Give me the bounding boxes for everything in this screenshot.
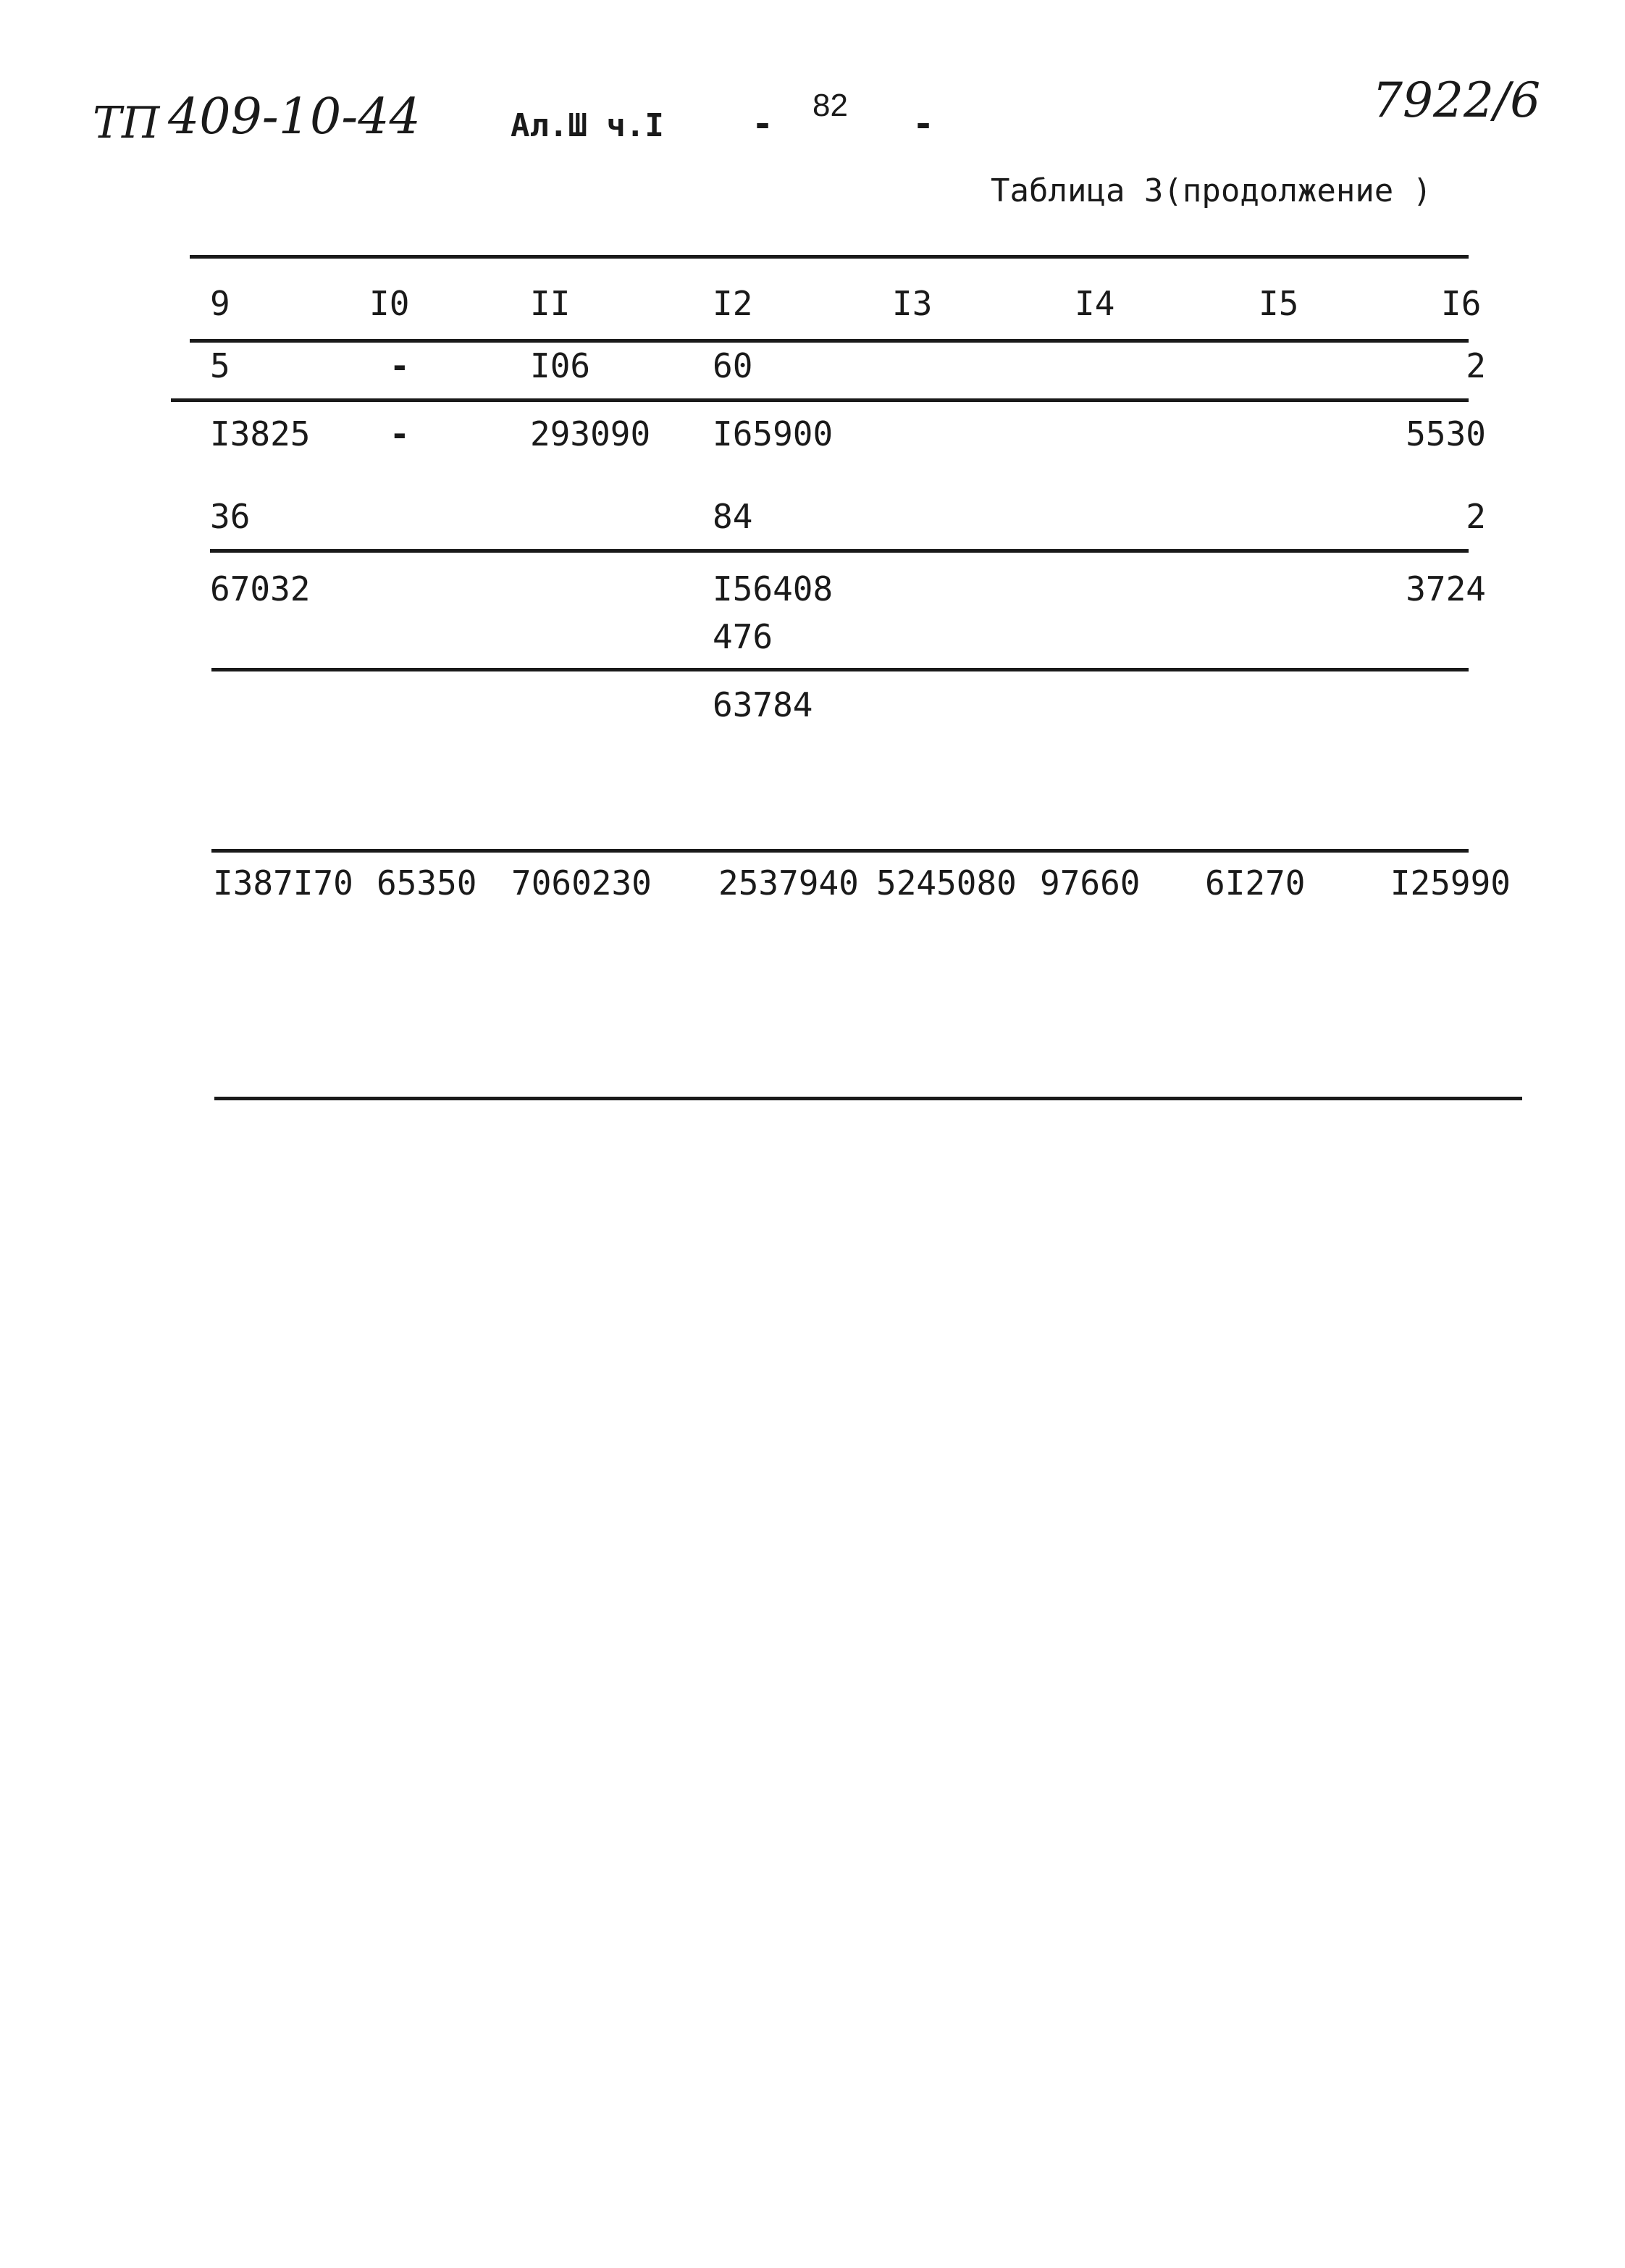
column-header-11: II bbox=[530, 284, 571, 323]
table-bottom-rule bbox=[214, 1097, 1522, 1100]
table-top-rule bbox=[190, 255, 1469, 259]
table-cell: 5530 bbox=[1406, 414, 1486, 453]
table-cell: 5 bbox=[210, 346, 230, 385]
table-cell: 36 bbox=[210, 497, 251, 536]
table-cell: 84 bbox=[713, 497, 753, 536]
table-cell: 67032 bbox=[210, 569, 311, 608]
table-cell: I25990 bbox=[1390, 863, 1511, 903]
table-cell: 63784 bbox=[713, 685, 813, 724]
table-cell: 7060230 bbox=[511, 863, 652, 903]
table-cell: 65350 bbox=[377, 863, 477, 903]
table-cell: I3825 bbox=[210, 414, 311, 453]
table-caption: Таблица 3(продолжение ) bbox=[991, 172, 1432, 209]
header-rule bbox=[190, 339, 1469, 343]
album-part: Ал.Ш ч.I bbox=[511, 107, 664, 144]
table-cell: I56408 bbox=[713, 569, 834, 608]
sheet-code: 7922/6 bbox=[1372, 72, 1541, 128]
column-header-14: I4 bbox=[1075, 284, 1115, 323]
table-cell: 2 bbox=[1466, 497, 1486, 536]
table-cell: 2 bbox=[1466, 346, 1486, 385]
column-header-16: I6 bbox=[1441, 284, 1482, 323]
table-cell: 293090 bbox=[530, 414, 651, 453]
column-header-13: I3 bbox=[892, 284, 933, 323]
table-cell: - bbox=[390, 346, 410, 385]
column-header-15: I5 bbox=[1259, 284, 1299, 323]
row-rule bbox=[171, 398, 1469, 402]
table-cell: I06 bbox=[530, 346, 591, 385]
table-cell: 2537940 bbox=[718, 863, 859, 903]
table-cell: I65900 bbox=[713, 414, 834, 453]
table-cell: 97660 bbox=[1040, 863, 1141, 903]
totals-rule bbox=[211, 849, 1469, 853]
column-header-9: 9 bbox=[210, 284, 230, 323]
row-rule bbox=[210, 549, 1469, 553]
table-cell: 60 bbox=[713, 346, 753, 385]
row-rule bbox=[211, 668, 1469, 671]
column-header-12: I2 bbox=[713, 284, 753, 323]
table-cell: - bbox=[390, 414, 410, 453]
series-prefix: ТП bbox=[93, 98, 160, 148]
column-header-10: I0 bbox=[369, 284, 410, 323]
table-cell: 5245080 bbox=[876, 863, 1017, 903]
table-cell: 476 bbox=[713, 617, 773, 656]
series-number: 409-10-44 bbox=[168, 88, 421, 146]
table-cell: I387I70 bbox=[213, 863, 353, 903]
table-cell: 3724 bbox=[1406, 569, 1486, 608]
table-cell: 6I270 bbox=[1205, 863, 1306, 903]
dash-left: - bbox=[752, 103, 774, 145]
page-number: 82 bbox=[812, 88, 848, 123]
dash-right: - bbox=[912, 103, 935, 145]
